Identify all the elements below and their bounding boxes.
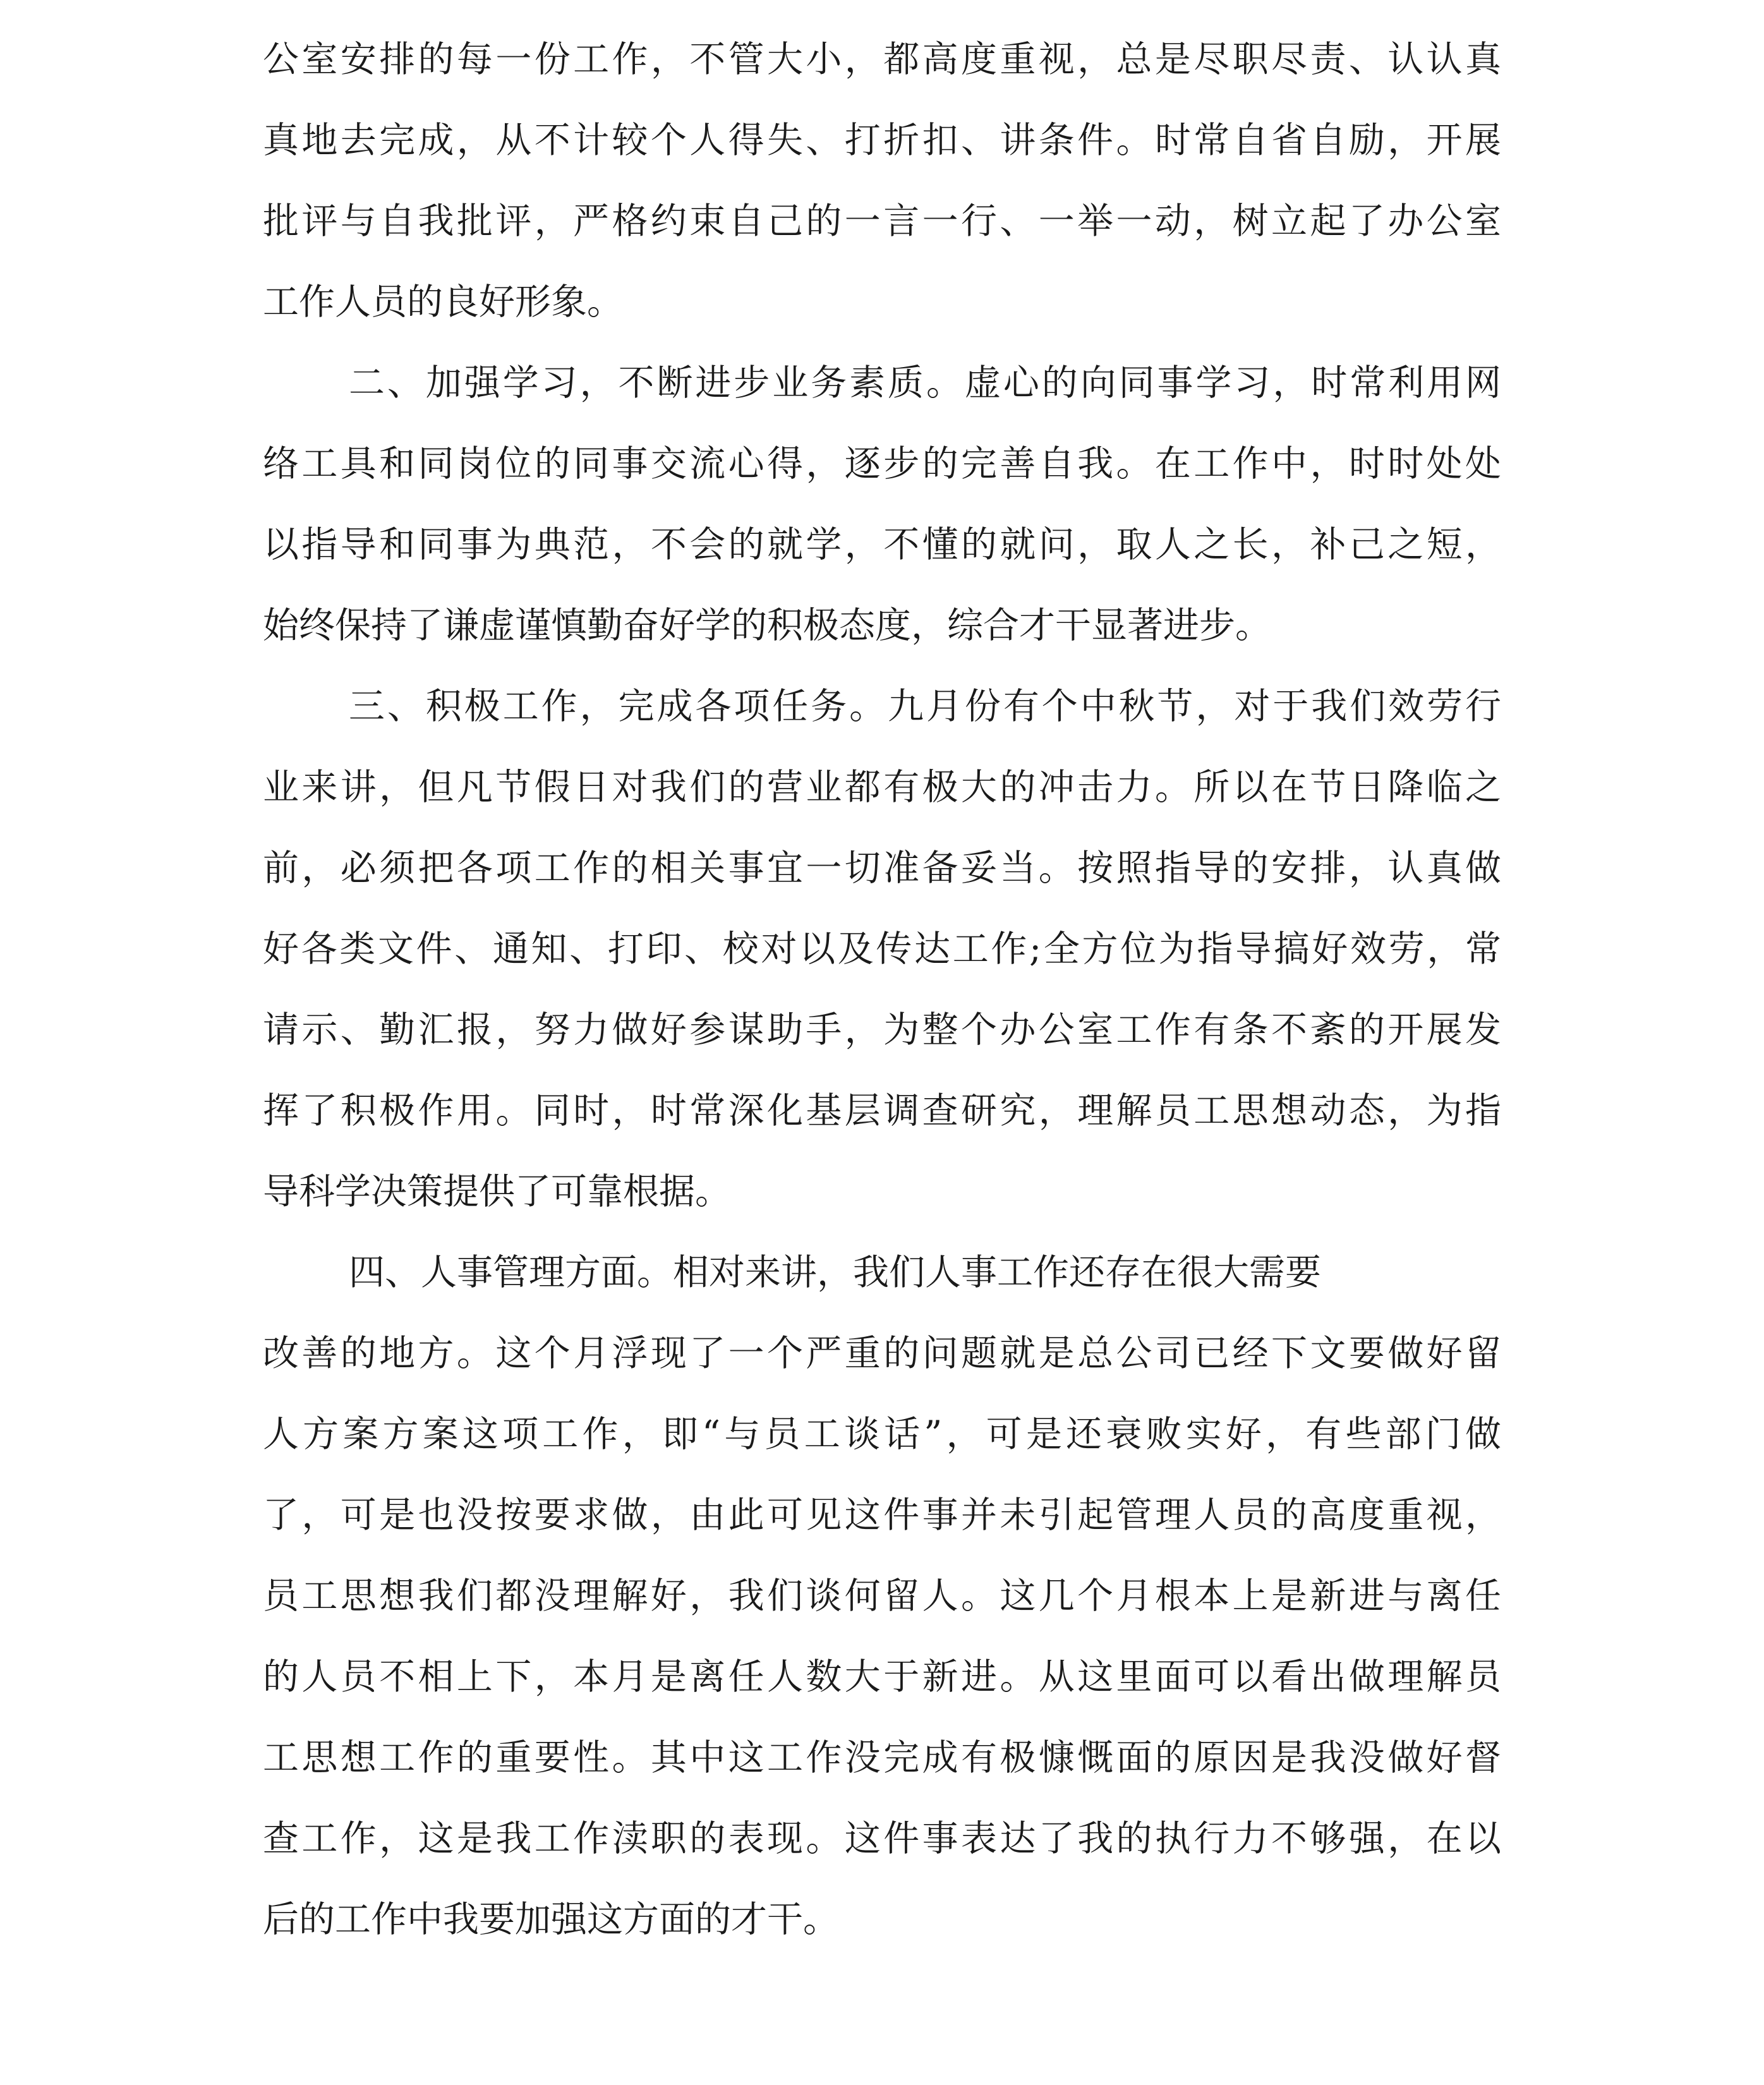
text-line: 改善的地方。这个月浮现了一个严重的问题就是总公司已经下文要做好留: [263, 1333, 1501, 1374]
text-line: 了，可是也没按要求做，由此可见这件事并未引起管理人员的高度重视，: [263, 1494, 1501, 1536]
text-line: 四、人事管理方面。相对来讲，我们人事工作还存在很大需要: [349, 1252, 1321, 1293]
document-body: [263, 19, 1501, 1960]
text-line: 后的工作中我要加强这方面的才干。: [263, 1899, 839, 1940]
text-line: 导科学决策提供了可靠根据。: [263, 1171, 731, 1212]
text-line: 前，必须把各项工作的相关事宜一切准备妥当。按照指导的安排，认真做: [263, 847, 1501, 889]
text-line: 三、积极工作，完成各项任务。九月份有个中秋节，对于我们效劳行: [349, 686, 1501, 727]
text-line: 请示、勤汇报，努力做好参谋助手，为整个办公室工作有条不紊的开展发: [263, 1009, 1501, 1051]
text-line: 公室安排的每一份工作，不管大小，都高度重视，总是尽职尽责、认认真: [263, 39, 1501, 80]
text-line: 络工具和同岗位的同事交流心得，逐步的完善自我。在工作中，时时处处: [263, 443, 1501, 485]
text-line: 好各类文件、通知、打印、校对以及传达工作;全方位为指导搞好效劳，常: [263, 928, 1501, 970]
text-line: 以指导和同事为典范，不会的就学，不懂的就问，取人之长，补己之短，: [263, 524, 1501, 565]
text-line: 真地去完成，从不计较个人得失、打折扣、讲条件。时常自省自励，开展: [263, 119, 1501, 161]
text-line: 工思想工作的重要性。其中这工作没完成有极慷慨面的原因是我没做好督: [263, 1737, 1501, 1779]
text-line: 二、加强学习，不断进步业务素质。虚心的向同事学习，时常利用网: [349, 362, 1501, 404]
text-line: 挥了积极作用。同时，时常深化基层调查研究，理解员工思想动态，为指: [263, 1090, 1501, 1132]
text-line: 批评与自我批评，严格约束自己的一言一行、一举一动，树立起了办公室: [263, 200, 1501, 242]
text-line: 的人员不相上下，本月是离任人数大于新进。从这里面可以看出做理解员: [263, 1656, 1501, 1698]
text-line: 始终保持了谦虚谨慎勤奋好学的积极态度，综合才干显著进步。: [263, 605, 1271, 646]
text-line: 工作人员的良好形象。: [263, 281, 623, 323]
text-line: 人方案方案这项工作，即“与员工谈话”，可是还衰败实好，有些部门做: [263, 1413, 1501, 1455]
text-line: 查工作，这是我工作渎职的表现。这件事表达了我的执行力不够强，在以: [263, 1818, 1501, 1859]
text-line: 员工思想我们都没理解好，我们谈何留人。这几个月根本上是新进与离任: [263, 1575, 1501, 1617]
text-line: 业来讲，但凡节假日对我们的营业都有极大的冲击力。所以在节日降临之: [263, 766, 1501, 808]
